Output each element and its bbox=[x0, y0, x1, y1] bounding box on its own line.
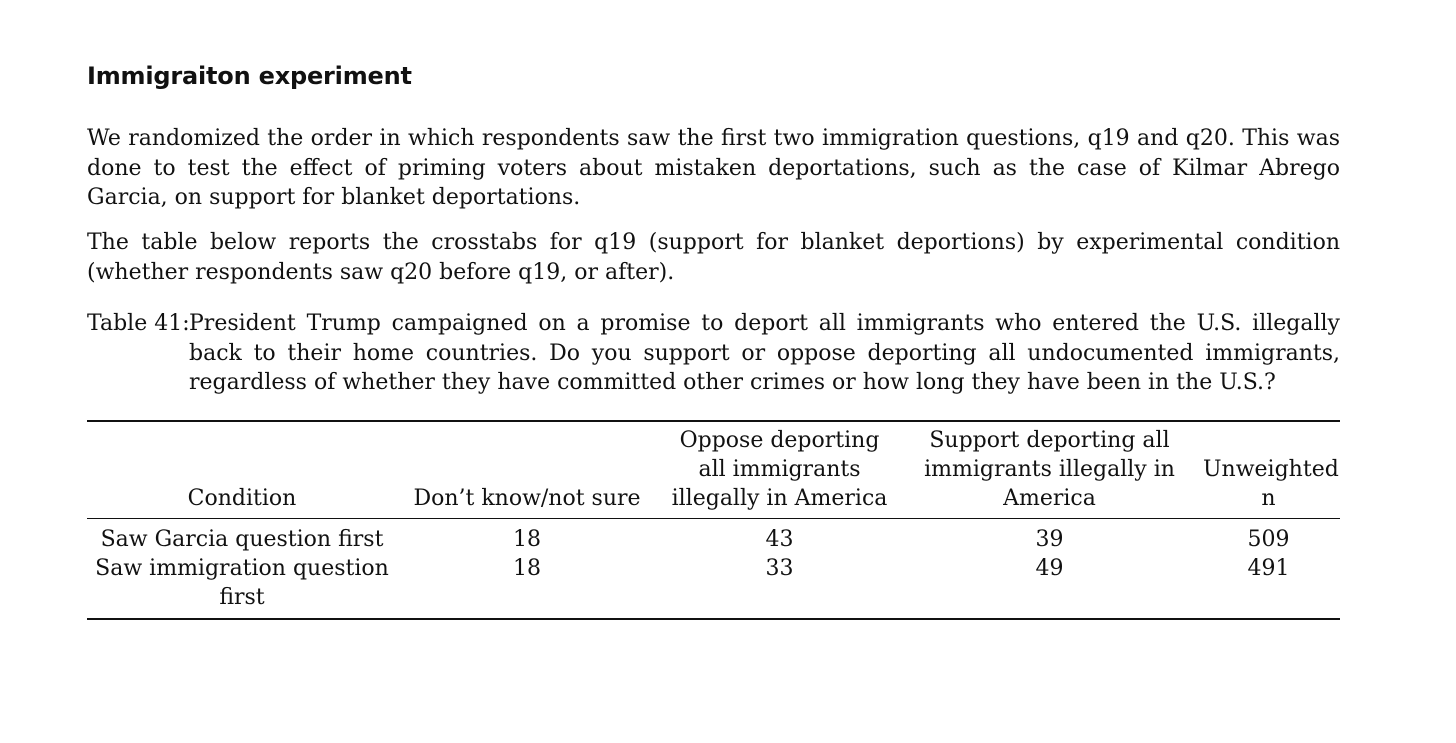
header-support: Support deporting all immigrants illegally in America bbox=[924, 428, 1175, 511]
cell-condition: Saw Garcia question first bbox=[100, 527, 384, 552]
header-unweighted-n: Unweighted n bbox=[1203, 457, 1339, 511]
table-caption-text: President Trump campaigned on a promise to deport all immigrants who entered the U.S. illegally back to their home countries. Do you support or oppose deporting all undocumented immigrants, regardless of whether they have committed other crimes or how long they have been in the U.S.? bbox=[189, 311, 1340, 395]
paragraph-intro: We randomized the order in which respondents saw the first two immigration questions, q19 and q20. This was done to test the effect of priming voters about mistaken deportations, such as the case of Kilmar Abrego Garcia, on support for blanket deportations. bbox=[87, 126, 1340, 210]
table-row bbox=[87, 554, 1340, 619]
cell-support: 49 bbox=[1035, 556, 1064, 581]
paragraph-table-description: The table below reports the crosstabs for q19 (support for blanket deportions) by experimental condition (whether respondents saw q20 before q19, or after). bbox=[87, 230, 1340, 285]
cell-dont-know: 18 bbox=[513, 556, 541, 581]
header-dont-know: Don’t know/not sure bbox=[413, 486, 641, 511]
crosstab-table-container bbox=[87, 420, 1340, 620]
cell-oppose: 43 bbox=[765, 527, 794, 552]
header-condition: Condition bbox=[187, 486, 297, 511]
table-header-row bbox=[87, 421, 1340, 519]
cell-unweighted-n: 509 bbox=[1247, 527, 1290, 552]
crosstab-table bbox=[87, 420, 1340, 620]
header-oppose: Oppose deporting all immigrants illegally in America bbox=[671, 428, 888, 511]
cell-support: 39 bbox=[1035, 527, 1064, 552]
section-heading: Immigraiton experiment bbox=[87, 62, 412, 90]
cell-condition: Saw immigration question first bbox=[95, 556, 389, 610]
table-row bbox=[87, 519, 1340, 555]
cell-dont-know: 18 bbox=[513, 527, 541, 552]
cell-oppose: 33 bbox=[765, 556, 794, 581]
table-caption-label: Table 41: bbox=[87, 311, 190, 336]
cell-unweighted-n: 491 bbox=[1247, 556, 1290, 581]
table-caption bbox=[87, 309, 1340, 398]
